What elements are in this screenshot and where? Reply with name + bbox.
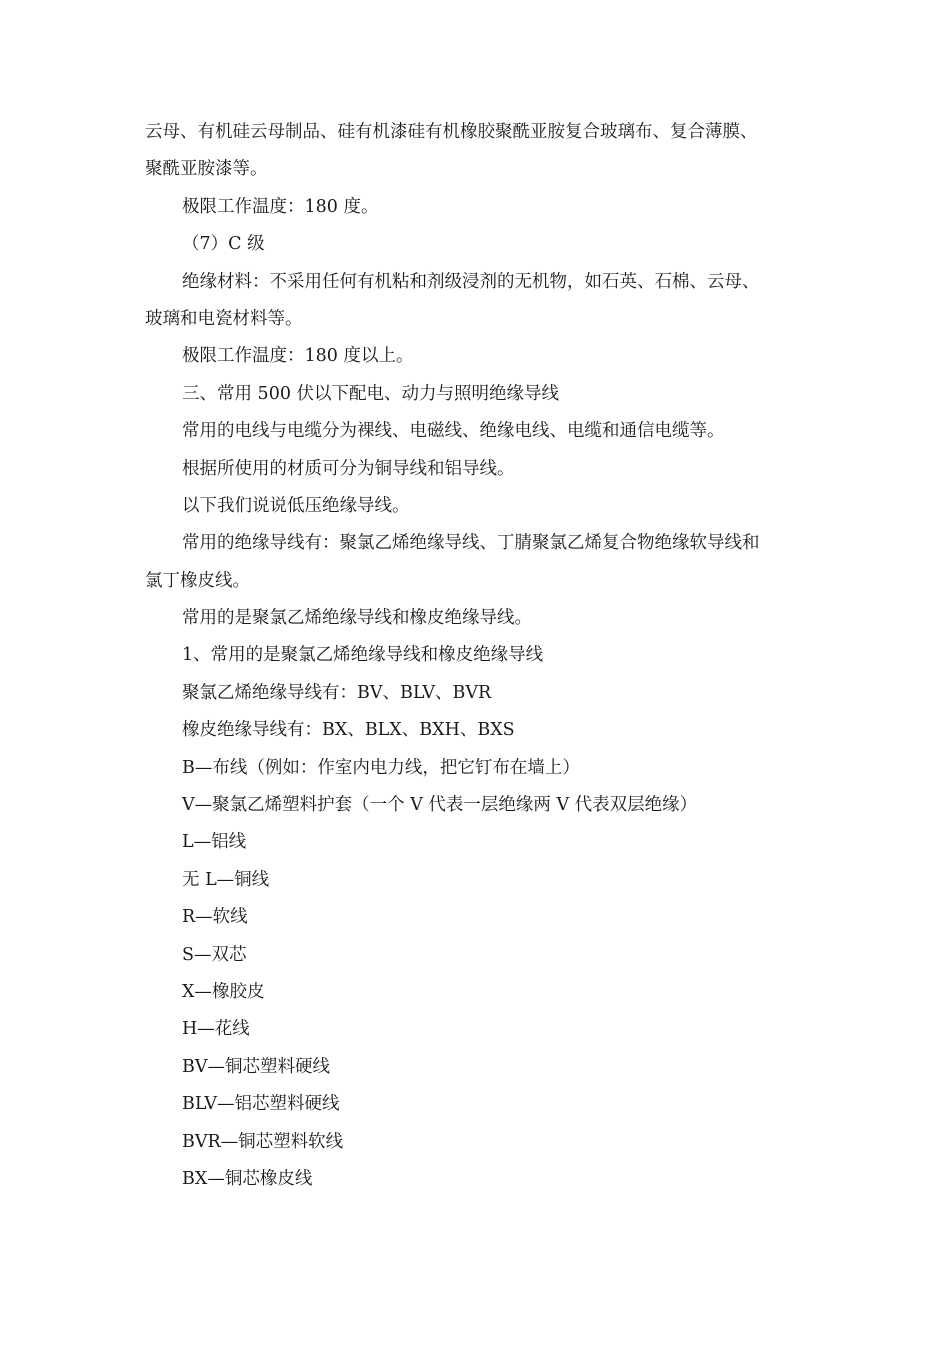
text-line: 以下我们说说低压绝缘导线。: [182, 495, 410, 516]
definition-line: BX—铜芯橡皮线: [182, 1168, 313, 1189]
document-body: [145, 114, 810, 1198]
text-line: 绝缘材料：不采用任何有机粘和剂级浸剂的无机物，如石英、石棉、云母、: [182, 271, 760, 292]
text-line: 极限工作温度：180 度以上。: [182, 346, 414, 367]
section-heading: 三、常用 500 伏以下配电、动力与照明绝缘导线: [182, 383, 560, 404]
text-line: 常用的绝缘导线有：聚氯乙烯绝缘导线、丁腈聚氯乙烯复合物绝缘软导线和: [182, 533, 760, 554]
definition-line: L—铝线: [182, 832, 247, 853]
text-line: 常用的电线与电缆分为裸线、电磁线、绝缘电线、电缆和通信电缆等。: [182, 421, 725, 442]
definition-line: H—花线: [182, 1019, 250, 1040]
text-line: 云母、有机硅云母制品、硅有机漆硅有机橡胶聚酰亚胺复合玻璃布、复合薄膜、: [145, 122, 758, 142]
text-line: 常用的是聚氯乙烯绝缘导线和橡皮绝缘导线。: [182, 608, 532, 629]
text-line: 玻璃和电瓷材料等。: [145, 308, 303, 329]
text-line: 氯丁橡皮线。: [145, 570, 250, 591]
text-line: 橡皮绝缘导线有：BX、BLX、BXH、BXS: [182, 720, 515, 741]
definition-line: BLV—铝芯塑料硬线: [182, 1094, 340, 1115]
definition-line: B—布线（例如：作室内电力线，把它钉布在墙上）: [182, 757, 580, 778]
text-line: 聚氯乙烯绝缘导线有：BV、BLV、BVR: [182, 682, 492, 703]
definition-line: 无 L—铜线: [182, 869, 270, 890]
definition-line: R—软线: [182, 907, 248, 928]
definition-line: BV—铜芯塑料硬线: [182, 1056, 330, 1077]
section-heading: （7）C 级: [182, 234, 265, 255]
text-line: 根据所使用的材质可分为铜导线和铝导线。: [182, 458, 515, 479]
definition-line: V—聚氯乙烯塑料护套（一个 V 代表一层绝缘两 V 代表双层绝缘）: [182, 795, 698, 816]
section-heading: 1、常用的是聚氯乙烯绝缘导线和橡皮绝缘导线: [182, 645, 544, 666]
definition-line: BVR—铜芯塑料软线: [182, 1131, 344, 1152]
text-line: 极限工作温度：180 度。: [182, 196, 379, 217]
definition-line: S—双芯: [182, 944, 247, 965]
definition-line: X—橡胶皮: [182, 981, 265, 1002]
text-line: 聚酰亚胺漆等。: [145, 159, 268, 180]
